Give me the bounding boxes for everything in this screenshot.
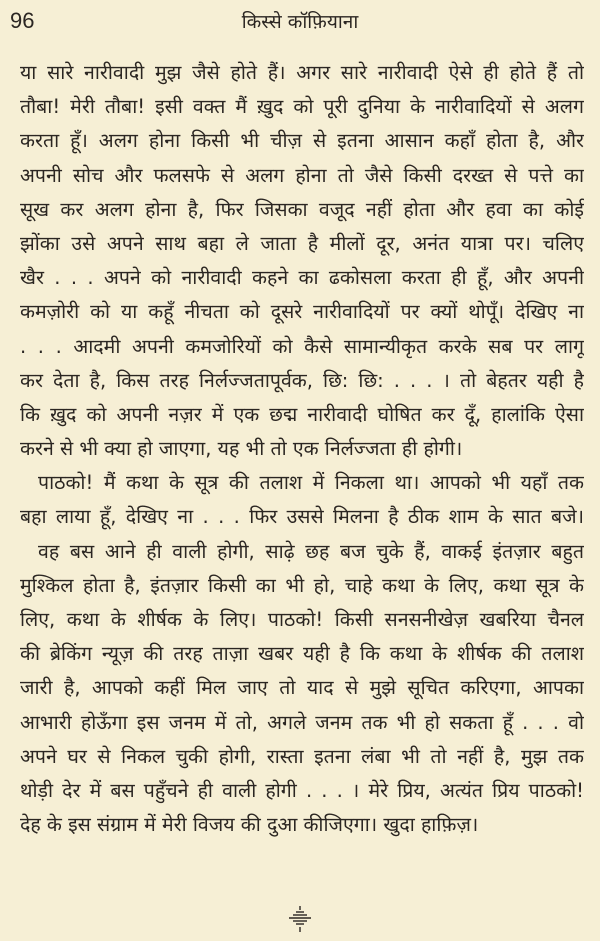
page-number: 96: [10, 8, 35, 33]
text-line: की ब्रेकिंग न्यूज़ की तरह ताज़ा खबर यही है कि कथा के शीर्षक की तलाश: [20, 642, 584, 666]
text-line: बहा लाया हूँ, देखिए ना . . . फिर उससे मिलना है ठीक शाम के सात बजे।: [20, 505, 584, 529]
ornament-icon: [287, 905, 313, 933]
text-line: या सारे नारीवादी मुझ जैसे होते हैं। अगर सारे नारीवादी ऐसे ही होते हैं तो: [20, 61, 584, 84]
text-line: . . . आदमी अपनी कमजोरियों को कैसे सामान्यीकृत करके सब पर लागू: [20, 334, 584, 358]
text-line: खैर . . . अपने को नारीवादी कहने का ढकोसला करता ही हूँ, और अपनी: [20, 266, 584, 290]
text-line: तौबा! मेरी तौबा! इसी वक्त मैं ख़ुद को पूरी दुनिया के नारीवादियों से अलग: [20, 95, 584, 119]
text-line: अपनी सोच और फलसफे से अलग होना तो जैसे किसी दरख्त से पत्ते का: [20, 163, 584, 187]
text-line: वह बस आने ही वाली होगी, साढ़े छह बज चुके हैं, वाकई इंतज़ार बहुत: [38, 539, 584, 563]
text-line: करने से भी क्या हो जाएगा, यह भी तो एक निर्लज्जता ही होगी।: [20, 437, 463, 461]
text-line: देह के इस संग्राम में मेरी विजय की दुआ कीजिएगा। खुदा हाफ़िज़।: [20, 813, 479, 837]
text-line: सूख कर अलग होना है, फिर जिसका वजूद नहीं होता और हवा का कोई: [20, 197, 584, 221]
text-line: मुश्किल होता है, इंतज़ार किसी का भी हो, चाहे कथा के लिए, कथा सूत्र के: [20, 573, 584, 597]
text-line: थोड़ी देर में बस पहुँचने ही वाली होगी . . . । मेरे प्रिय, अत्यंत प्रिय पाठको!: [20, 778, 584, 802]
text-line: कर देता है, किस तरह निर्लज्जतापूर्वक, छि: छि: . . . । तो बेहतर यही है: [20, 368, 584, 392]
text-line: आभारी होऊँगा इस जनम में तो, अगले जनम तक भी हो सकता हूँ . . . वो: [20, 710, 584, 734]
text-line: कमज़ोरी को या कहूँ नीचता को दूसरे नारीवादियों पर क्यों थोपूँ। देखिए ना: [20, 300, 584, 324]
text-line: पाठको! मैं कथा के सूत्र की तलाश में निकला था। आपको भी यहाँ तक: [38, 471, 584, 495]
text-line: लिए, कथा के शीर्षक के लिए। पाठको! किसी सनसनीखेज़ खबरिया चैनल: [20, 608, 584, 631]
text-line: जारी है, आपको कहीं मिल जाए तो याद से मुझे सूचित करिएगा, आपका: [20, 676, 584, 700]
text-line: झोंका उसे अपने साथ बहा ले जाता है मीलों दूर, अनंत यात्रा पर। चलिए: [20, 231, 584, 255]
text-line: करता हूँ। अलग होना किसी भी चीज़ से इतना आसान कहाँ होता है, और: [20, 129, 584, 153]
running-title: किस्से कॉफ़ियाना: [241, 11, 359, 33]
body-text: [20, 56, 584, 842]
text-line: अपने घर से निकल चुकी होगी, रास्ता इतना लंबा भी तो नहीं है, मुझ तक: [20, 744, 584, 768]
text-line: कि ख़ुद को अपनी नज़र में एक छद्म नारीवादी घोषित कर दूँ, हालांकि ऐसा: [20, 402, 584, 426]
